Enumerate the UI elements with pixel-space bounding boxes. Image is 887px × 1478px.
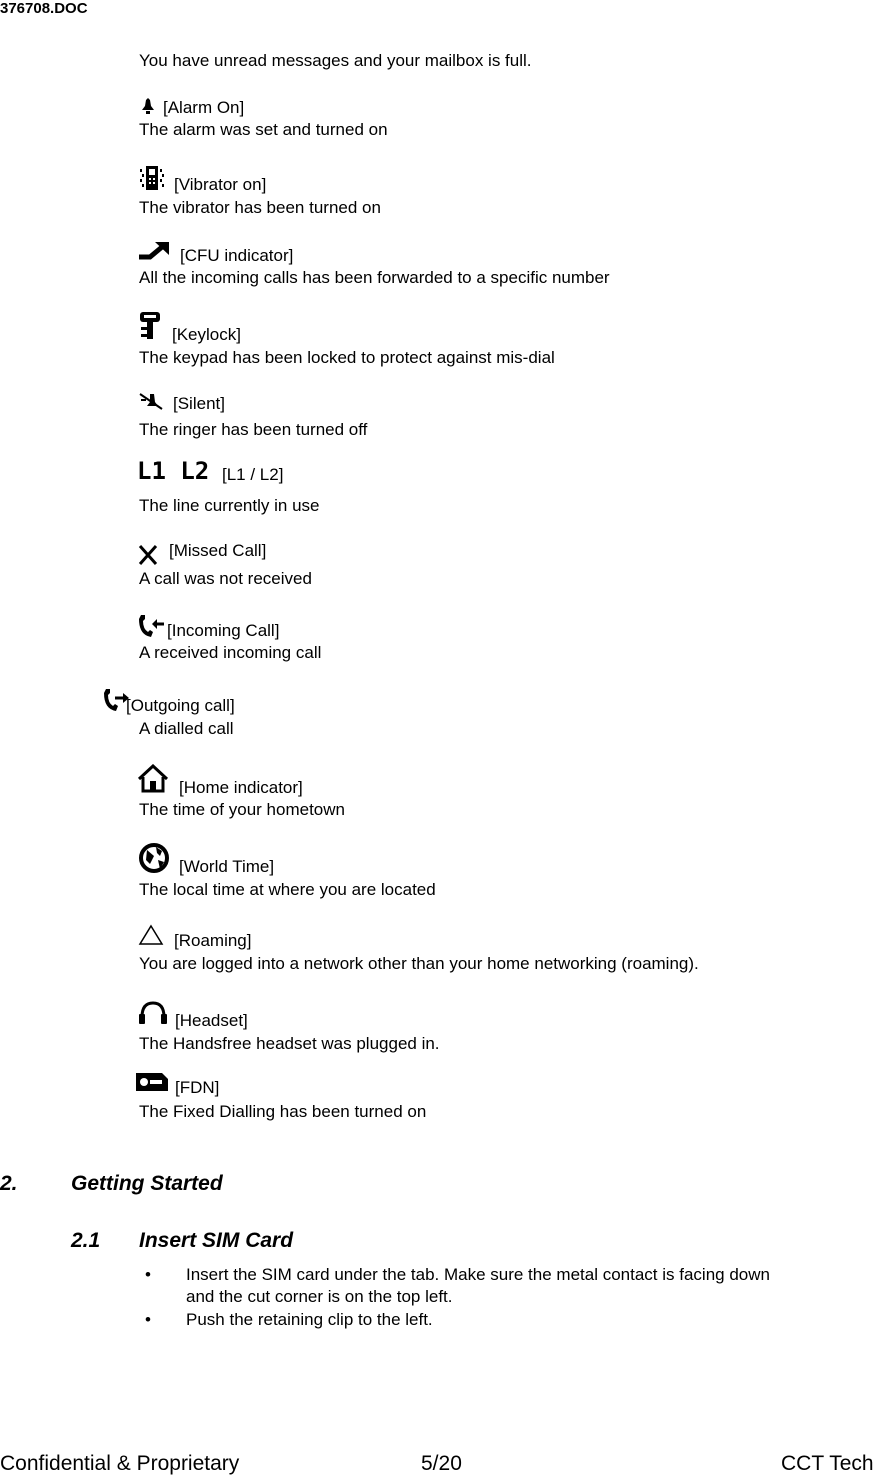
indicator-desc-world: The local time at where you are located (139, 880, 436, 899)
indicator-desc-vibrator: The vibrator has been turned on (139, 198, 381, 217)
section-title: Getting Started (71, 1172, 223, 1195)
roaming-icon (138, 924, 164, 946)
bullet-dot: • (145, 1265, 151, 1284)
indicator-desc-line: The line currently in use (139, 496, 320, 515)
bullet-text: Insert the SIM card under the tab. Make sure the metal contact is facing down (186, 1265, 770, 1284)
indicator-desc-home: The time of your hometown (139, 800, 345, 819)
indicator-label-world: [World Time] (179, 857, 275, 876)
indicator-label-headset: [Headset] (175, 1011, 248, 1030)
indicator-desc-incoming: A received incoming call (139, 643, 322, 662)
headset-icon (137, 1000, 169, 1026)
home-icon (137, 764, 169, 794)
indicator-label-silent: [Silent] (173, 394, 225, 413)
indicator-desc-roaming: You are logged into a network other than your home networking (roaming). (139, 954, 699, 973)
indicator-label-missed: [Missed Call] (169, 541, 267, 560)
section-number: 2. (0, 1172, 18, 1195)
subsection-title: Insert SIM Card (139, 1229, 294, 1252)
silent-icon (138, 391, 164, 411)
indicator-label-line: [L1 / L2] (222, 465, 284, 484)
incoming-call-icon (137, 613, 165, 639)
bullet-text: Push the retaining clip to the left. (186, 1310, 433, 1329)
cfu-arrow-icon (138, 241, 170, 263)
indicator-label-vibrator: [Vibrator on] (174, 175, 267, 194)
bullet-dot: • (145, 1310, 151, 1329)
line-icon (137, 458, 209, 484)
document-id: 376708.DOC (0, 0, 88, 17)
intro-text: You have unread messages and your mailbox is full. (139, 51, 532, 70)
indicator-desc-missed: A call was not received (139, 569, 312, 588)
indicator-label-cfu: [CFU indicator] (180, 246, 294, 265)
fdn-icon (132, 1067, 170, 1093)
footer-right: CCT Tech (781, 1452, 874, 1475)
line2-glyph: L2 (180, 457, 210, 485)
footer-left: Confidential & Proprietary (0, 1452, 240, 1475)
indicator-label-incoming: [Incoming Call] (167, 621, 280, 640)
bell-icon (139, 97, 157, 114)
indicator-desc-fdn: The Fixed Dialling has been turned on (139, 1102, 427, 1121)
indicator-label-roaming: [Roaming] (174, 931, 252, 950)
indicator-desc-cfu: All the incoming calls has been forwarded to a specific number (139, 268, 610, 287)
bullet-text-continuation: and the cut corner is on the top left. (186, 1287, 453, 1306)
line1-glyph: L1 (137, 457, 166, 485)
subsection-number: 2.1 (71, 1229, 101, 1252)
footer-page-number: 5/20 (421, 1452, 462, 1475)
indicator-label-alarm: [Alarm On] (163, 98, 245, 117)
missed-call-icon (138, 544, 158, 566)
indicator-desc-headset: The Handsfree headset was plugged in. (139, 1034, 440, 1053)
indicator-desc-keylock: The keypad has been locked to protect against mis-dial (139, 348, 555, 367)
indicator-label-home: [Home indicator] (179, 778, 303, 797)
indicator-label-outgoing: [Outgoing call] (126, 696, 235, 715)
key-icon (138, 311, 162, 341)
indicator-label-keylock: [Keylock] (172, 325, 241, 344)
indicator-desc-silent: The ringer has been turned off (139, 420, 368, 439)
indicator-desc-alarm: The alarm was set and turned on (139, 120, 388, 139)
indicator-desc-outgoing: A dialled call (139, 719, 234, 738)
vibrator-icon (138, 165, 166, 191)
globe-icon (138, 842, 170, 874)
indicator-label-fdn: [FDN] (175, 1078, 220, 1097)
